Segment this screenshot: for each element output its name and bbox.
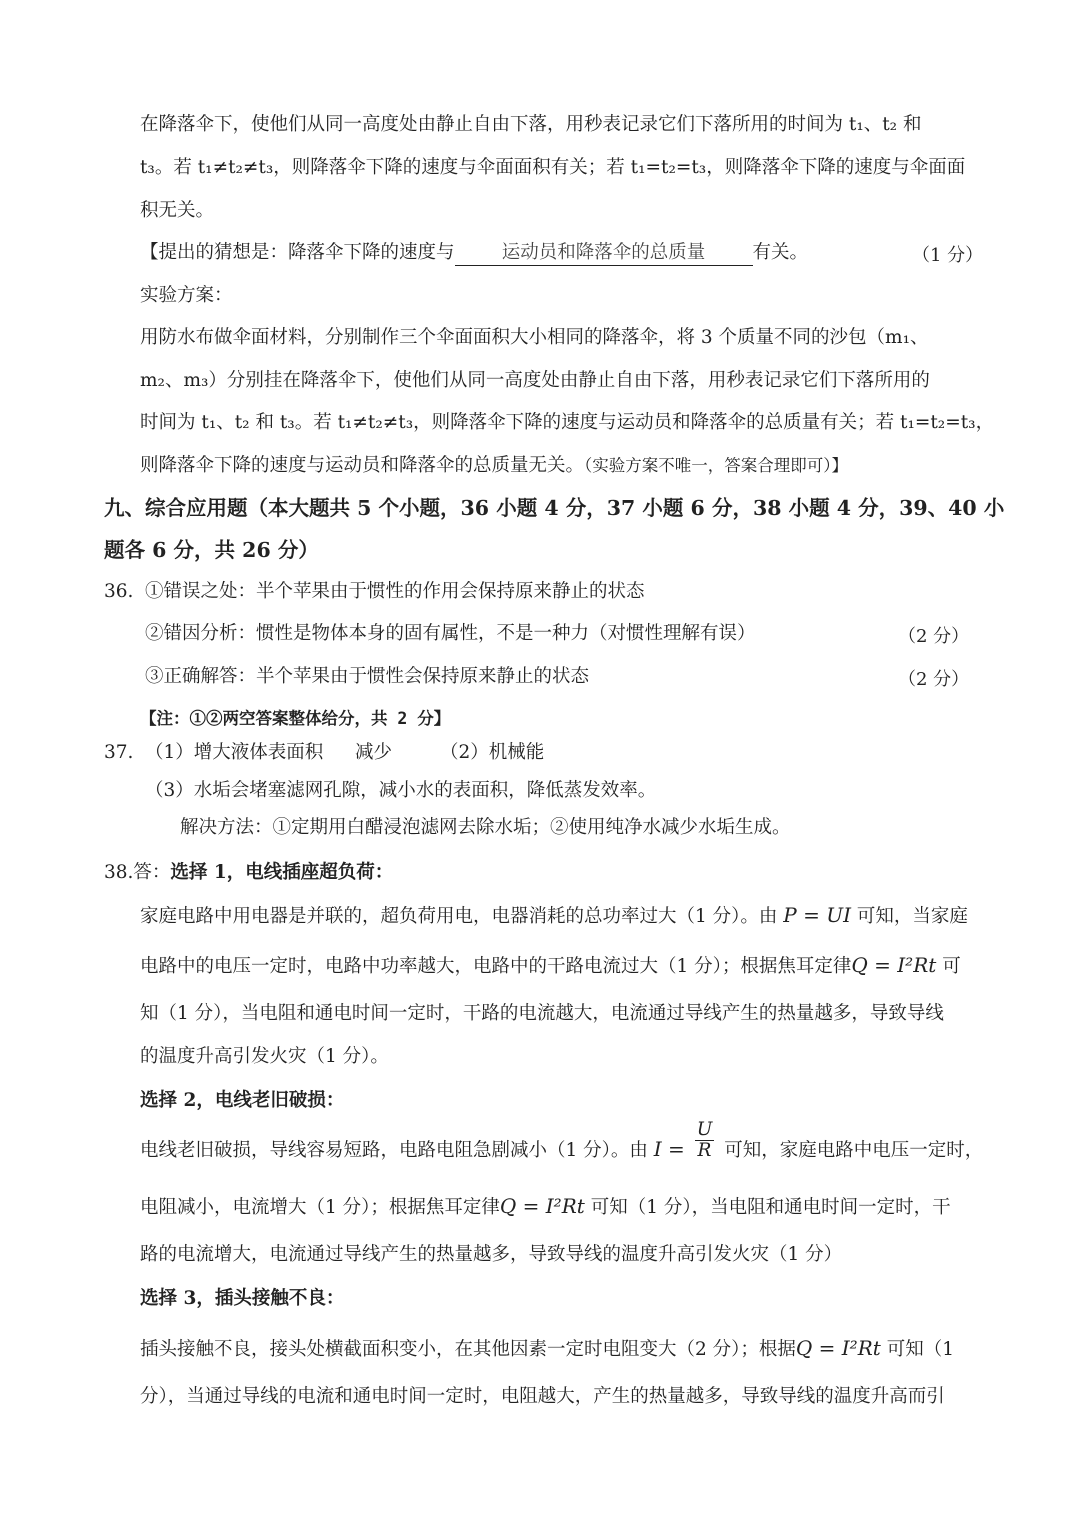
plan-title: 实验方案： [140, 285, 233, 306]
section-title-line-1: 九、综合应用题（本大题共 5 个小题，36 小题 4 分，37 小题 6 分，38 小题 4 分，39、40 小 [104, 496, 1005, 520]
q36-answer-3-score: （2 分） [898, 669, 970, 690]
q38-c3-line-1 [140, 1336, 954, 1362]
q37-part-1-answer-2: 减少 [355, 742, 393, 763]
hypothesis-line [140, 241, 808, 266]
hypothesis-prefix: 【提出的猜想是：降落伞下降的速度与 [140, 242, 455, 263]
q38-choice-3-title: 选择 3，插头接触不良： [140, 1288, 345, 1309]
exp-line-1: 在降落伞下，使他们从同一高度处由静止自由下落，用秒表记录它们下落所用的时间为 t₁、t₂ 和 [140, 114, 922, 135]
formula-power: P = UI [783, 903, 851, 927]
q36-note: 【注：①②两空答案整体给分，共 2 分】 [140, 709, 451, 728]
q38-c3-line-2: 分），当通过导线的电流和通电时间一定时，电阻越大，产生的热量越多，导致导线的温度升高而引 [140, 1386, 945, 1407]
formula-joule-3: Q = I²Rt [795, 1336, 881, 1360]
q36-answer-1: ①错误之处：半个苹果由于惯性的作用会保持原来静止的状态 [145, 581, 645, 602]
q38-choice-2-title: 选择 2，电线老旧破损： [140, 1090, 345, 1111]
plan-line-1: 用防水布做伞面材料，分别制作三个伞面面积大小相同的降落伞，将 3 个质量不同的沙包（m₁、 [140, 327, 929, 348]
q38-c2-line-2-tail: 可知（1 分），当电阻和通电时间一定时，干 [590, 1197, 951, 1218]
plan-line-3: 时间为 t₁、t₂ 和 t₃。若 t₁≠t₂≠t₃，则降落伞下降的速度与运动员和降落伞的总质量有关；若 t₁=t₂=t₃， [140, 412, 995, 433]
q37-part-3: （3）水垢会堵塞滤网孔隙，减小水的表面积，降低蒸发效率。 [145, 780, 657, 801]
q36-number: 36. [104, 581, 134, 602]
exp-line-3: 积无关。 [140, 200, 215, 221]
formula-ohm-lhs: I = [653, 1137, 685, 1161]
plan-line-2: m₂、m₃）分别挂在降落伞下，使他们从同一高度处由静止自由下落，用秒表记录它们下落所用的 [140, 370, 930, 391]
q38-c2-line-2-text: 电阻减小，电流增大（1 分）；根据焦耳定律 [140, 1197, 500, 1218]
q38-c1-line-1 [140, 903, 968, 929]
q38-c3-line-1-text: 插头接触不良，接头处横截面积变小，在其他因素一定时电阻变大（2 分）；根据 [140, 1339, 796, 1360]
q38-c1-line-2-tail: 可 [942, 956, 961, 977]
formula-joule: Q = I²Rt [851, 953, 937, 977]
formula-ohm-fraction [695, 1120, 715, 1161]
q36-answer-2: ②错因分析：惯性是物体本身的固有属性，不是一种力（对惯性理解有误） [145, 623, 756, 644]
plan-line-4 [140, 454, 848, 478]
section-title-line-2: 题各 6 分，共 26 分） [104, 538, 319, 562]
q37-part-2: （2）机械能 [440, 742, 545, 763]
q38-c1-line-4: 的温度升高引发火灾（1 分）。 [140, 1046, 389, 1067]
hypothesis-answer-blank: 运动员和降落伞的总质量 [455, 241, 753, 266]
q36-answer-3: ③正确解答：半个苹果由于惯性会保持原来静止的状态 [145, 666, 590, 687]
hypothesis-suffix: 有关。 [752, 242, 809, 263]
q38-number: 38.答： [104, 862, 171, 883]
exp-line-2: t₃。若 t₁≠t₂≠t₃，则降落伞下降的速度与伞面面积有关；若 t₁=t₂=t₃，则降落伞下降的速度与伞面面 [140, 157, 966, 178]
q38-c2-line-2 [140, 1194, 951, 1220]
q37-number: 37. [104, 742, 134, 763]
q38-c2-line-1-text: 电线老旧破损，导线容易短路，电路电阻急剧减小（1 分）。由 [140, 1140, 648, 1161]
q38-c1-line-2-text: 电路中的电压一定时，电路中功率越大，电路中的干路电流过大（1 分）；根据焦耳定律 [140, 956, 852, 977]
formula-ohm-denominator: R [697, 1139, 712, 1161]
q37-solution: 解决方法：①定期用白醋浸泡滤网去除水垢；②使用纯净水减少水垢生成。 [180, 817, 791, 838]
q38-c3-line-1-tail: 可知（1 [886, 1339, 954, 1360]
q38-heading [104, 861, 393, 885]
q36-answer-2-score: （2 分） [898, 626, 970, 647]
q38-c2-line-1-tail: 可知，家庭电路中电压一定时， [724, 1140, 984, 1161]
q38-c1-line-1-text: 家庭电路中用电器是并联的，超负荷用电，电器消耗的总功率过大（1 分）。由 [140, 906, 778, 927]
plan-note: （实验方案不唯一，答案合理即可）】 [584, 456, 849, 475]
q38-c1-line-1-tail: 可知，当家庭 [856, 906, 968, 927]
q37-part-1: （1）增大液体表面积 [145, 742, 324, 763]
hypothesis-score: （1 分） [912, 245, 984, 266]
q38-c1-line-2 [140, 953, 961, 979]
plan-line-4-text: 则降落伞下降的速度与运动员和降落伞的总质量无关。 [140, 455, 585, 476]
q38-c1-line-3: 知（1 分），当电阻和通电时间一定时，干路的电流越大，电流通过导线产生的热量越多，导致导线 [140, 1003, 944, 1024]
q38-choice-1-title: 选择 1，电线插座超负荷： [170, 862, 394, 883]
formula-ohm-numerator: U [696, 1118, 713, 1140]
q38-c2-line-1 [140, 1118, 984, 1163]
formula-joule-2: Q = I²Rt [499, 1194, 585, 1218]
q38-c2-line-3: 路的电流增大，电流通过导线产生的热量越多，导致导线的温度升高引发火灾（1 分） [140, 1244, 843, 1265]
